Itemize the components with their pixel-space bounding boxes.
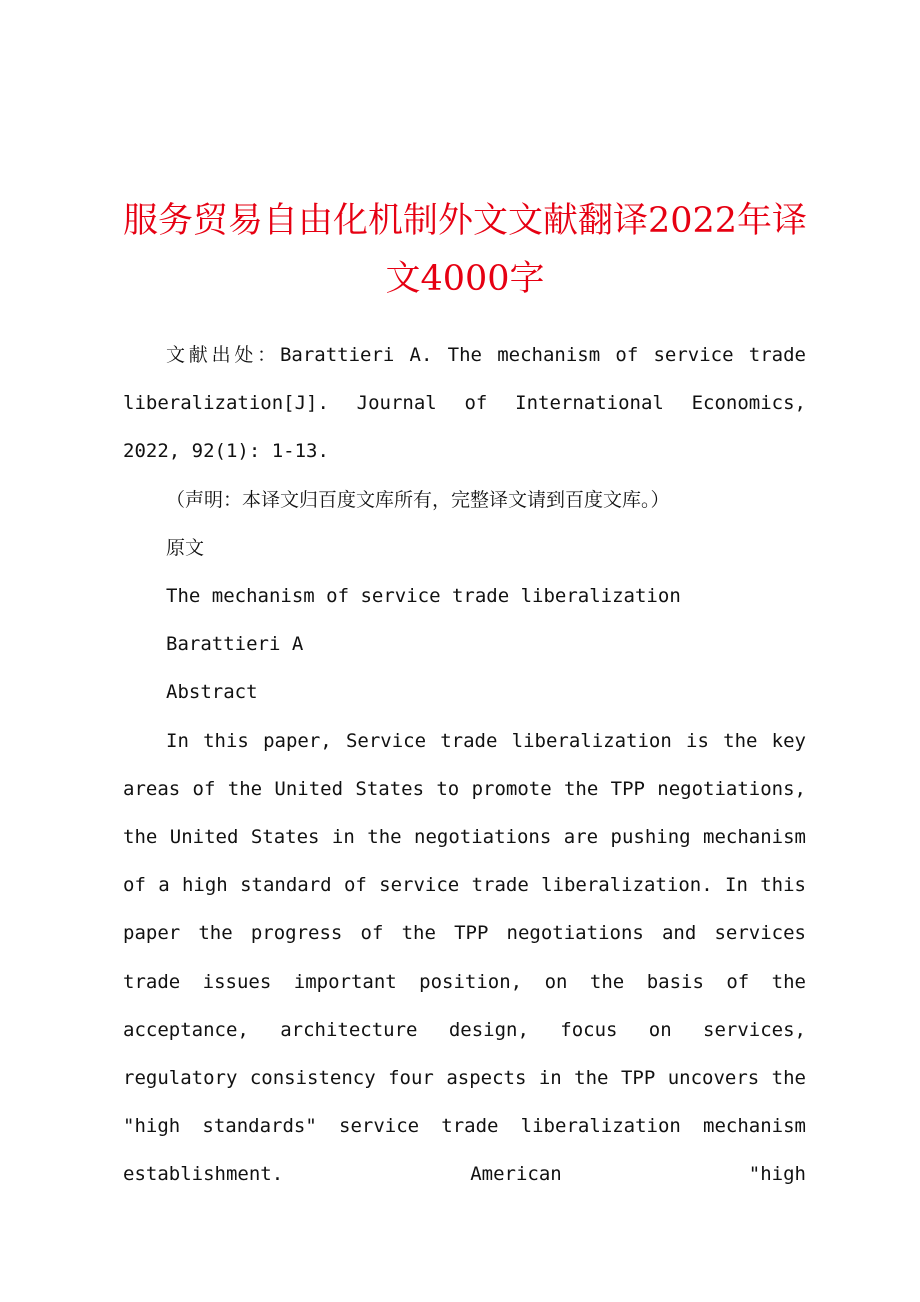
- document-title: 服务贸易自由化机制外文文献翻译2022年译文4000字: [122, 201, 808, 299]
- author-line: Barattieri A: [166, 633, 304, 656]
- abstract-paragraph: In this paper, Service trade liberalization is the key areas of the United States to promote the TPP negotiations, the United States in the negotiations are pushing mechanism of a high standard of service trade liberalization. In this paper the progress of the TPP negotiations and services trade issues important position, on the basis of the acceptance, architecture design, focus on services, regulatory consistency four aspects in the TPP uncovers the "high standards" service trade liberalization mechanism establishment. American "high: [123, 729, 806, 1186]
- document-body: [123, 331, 806, 1199]
- abstract-heading: Abstract: [166, 681, 258, 704]
- source-citation: Barattieri A. The mechanism of service trade liberalization[J]. Journal of International Economics, 2022, 92(1): 1-13.: [123, 344, 806, 463]
- source-label: 文献出处：: [166, 344, 280, 366]
- paper-title: The mechanism of service trade liberalization: [166, 585, 681, 608]
- section-heading-original: 原文: [166, 536, 205, 559]
- source-paragraph: [123, 331, 806, 476]
- notice-paragraph: （声明：本译文归百度文库所有，完整译文请到百度文库。）: [166, 488, 670, 511]
